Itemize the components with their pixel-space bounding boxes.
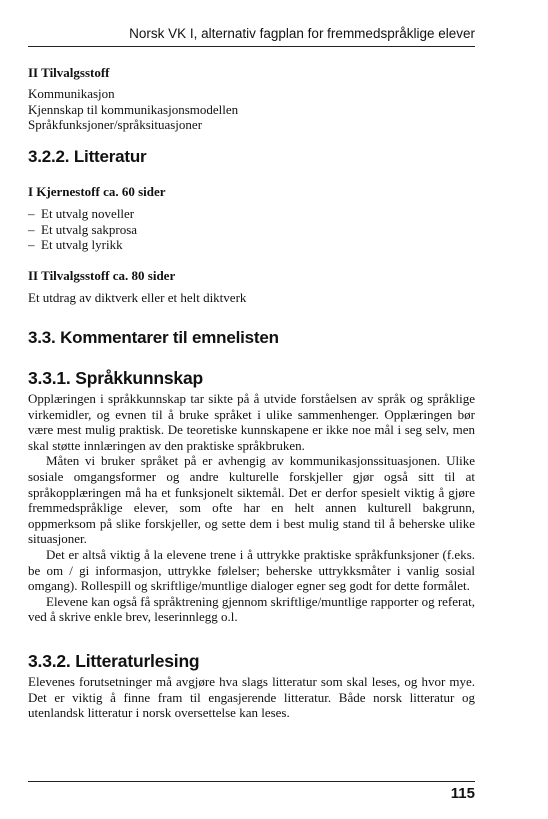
elective-list [28,86,238,133]
section-heading-3-3-1: 3.3.1. Språkkunnskap [28,368,203,388]
section-heading-3-3: 3.3. Kommentarer til emnelisten [28,328,279,347]
paragraph: Elevene kan også få språktrening gjennom skriftlige/muntlige rapporter og referat, ved å skrive enkle brev, leserinnlegg o.l. [28,593,475,625]
footer-rule [28,781,475,782]
paragraph: Opplæringen i språkkunnskap tar sikte på å utvide forståelsen av språk og språklige virkemidler, og evnen til å bruke språket i ulike sammenhenger. Opplæringen bør være mest mulig praktisk. De teoretiske kunnskapene er ikke noe mål i seg selv, men skal støtte innlæringen av den praktiske språkbruken. [28,391,475,453]
elective-literature-heading: II Tilvalgsstoff ca. 80 sider [28,268,176,283]
elective-heading: II Tilvalgsstoff [28,65,110,80]
paragraph: Måten vi bruker språket på er avhengig av kommunikasjonssituasjonen. Ulike sosiale omgangsformer og andre kulturelle forskjeller gjør også sitt til at språkopplæringen må ha et funksjonelt siktemål. Det er derfor spesielt viktig å gjøre fremmedspråklige elever, som ofte har en helt annen kulturell bakgrunn, oppmerksom på slike forskjeller, og sette dem i best mulig stand til å beherske ulike situasjoner. [28,453,475,547]
header-rule [28,46,475,47]
paragraph: Elevenes forutsetninger må avgjøre hva slags litteratur som skal leses, og hvor mye. Det er viktig å finne fram til engasjerende litteratur. Både norsk litteratur og utenlandsk litteratur i norsk oversettelse kan leses. [28,674,475,721]
paragraph: Det er altså viktig å la elevene trene i å uttrykke praktiske språkfunksjoner (f.eks. be om / gi informasjon, uttrykke følelser; beherske uttrykksmåter i vanlig sosial omgang). Rollespill og skriftlige/muntlige dialoger egner seg godt for dette formålet. [28,546,475,594]
section-heading-3-2-2: 3.2.2. Litteratur [28,147,147,166]
running-header: Norsk VK I, alternativ fagplan for fremmedspråklige elever [129,26,475,41]
core-list-item: – Et utvalg sakprosa [28,222,475,238]
elective-line: Kjennskap til kommunikasjonsmodellen [28,101,239,117]
section-3-3-1-body [28,391,475,625]
core-list [28,206,475,253]
core-list-item: – Et utvalg noveller [28,206,475,222]
elective-line: Språkfunksjoner/språksituasjoner [28,117,203,133]
core-list-item: – Et utvalg lyrikk [28,237,475,253]
core-heading: I Kjernestoff ca. 60 sider [28,184,166,199]
elective-line: Kommunikasjon [28,86,115,101]
section-heading-3-3-2: 3.3.2. Litteraturlesing [28,651,200,671]
section-3-3-2-body [28,674,475,721]
page-number: 115 [450,785,475,802]
elective-literature-text: Et utdrag av diktverk eller et helt diktverk [28,290,247,305]
